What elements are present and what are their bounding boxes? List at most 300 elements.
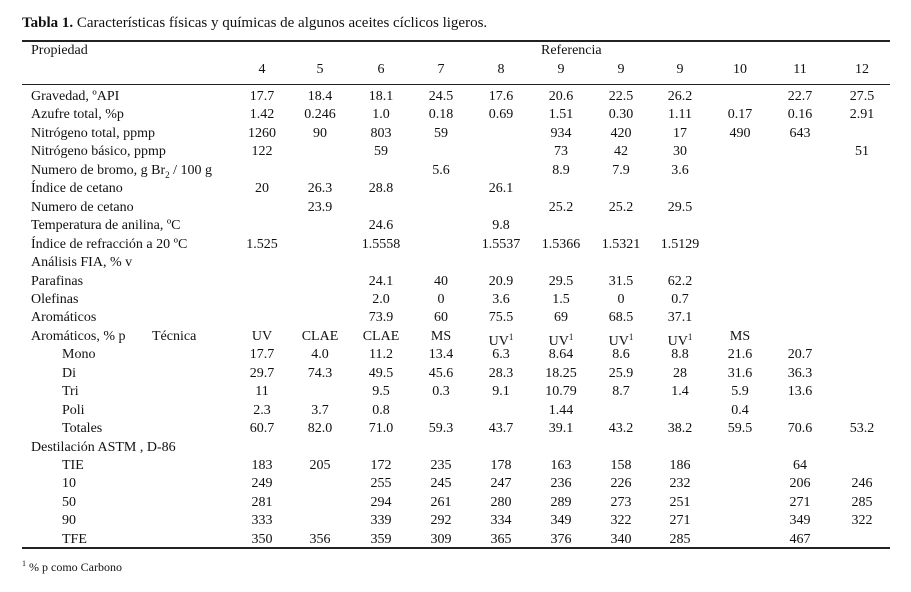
cell-value: 10.79 (545, 384, 577, 400)
row-label-text: Aromáticos (31, 310, 97, 326)
table-cell (311, 346, 329, 364)
table-cell (670, 475, 691, 493)
table-cell (431, 512, 452, 530)
cell-value: 71.0 (368, 421, 394, 437)
cell-value: 42 (614, 144, 628, 160)
table-cell (788, 88, 813, 106)
cell-value: 5.6 (432, 162, 450, 178)
table-cell (668, 309, 693, 327)
cell-value: 68.5 (608, 310, 634, 326)
cell-value: 29.5 (548, 273, 574, 289)
cell-value: 122 (251, 144, 273, 160)
cell-value: 17.6 (488, 89, 514, 104)
table-cell (308, 180, 333, 198)
cell-value: 1.525 (246, 236, 278, 252)
table-cell (668, 106, 692, 124)
row-label-text: Nitrógeno básico, ppmp (31, 144, 166, 160)
table-cell (308, 365, 333, 383)
cell-value: 51 (855, 144, 869, 160)
table-cell (492, 291, 510, 309)
cell-value: 25.2 (608, 199, 634, 215)
cell-value: 40 (434, 273, 448, 289)
table-cell (551, 125, 572, 143)
table-cell (790, 125, 811, 143)
table-cell (252, 457, 273, 475)
cell-value: 26.2 (667, 89, 693, 104)
cell-value: 271 (789, 494, 811, 510)
table-cell (728, 420, 753, 438)
table-cell (311, 402, 329, 420)
row-label (31, 291, 78, 309)
cell-value: 31.5 (608, 273, 634, 289)
table-cell (369, 180, 394, 198)
cell-value: 74.3 (307, 365, 333, 381)
cell-value: 60.7 (249, 421, 275, 437)
table-cell (489, 88, 514, 106)
table-cell (491, 494, 512, 512)
cell-value: 17.7 (249, 347, 275, 363)
table-row (0, 106, 911, 124)
table-cell (612, 346, 630, 364)
row-label-text: 50 (62, 494, 76, 510)
header-referencia: Referencia (541, 43, 602, 58)
table-cell (432, 383, 450, 401)
cell-value: 0.30 (608, 107, 634, 123)
table-cell (545, 365, 577, 383)
table-cell (252, 494, 273, 512)
cell-value: 8.6 (612, 347, 630, 363)
table-cell (728, 106, 753, 124)
table-cell (850, 106, 875, 124)
cell-value: 20.7 (787, 347, 813, 363)
table-row (0, 512, 911, 530)
table-cell (431, 328, 451, 346)
table-cell (852, 494, 873, 512)
cell-value: 4.0 (311, 347, 329, 363)
cell-value: 206 (789, 476, 811, 492)
cell-value: 3.6 (671, 162, 689, 178)
row-label-text: Di (62, 365, 76, 381)
cell-value: 22.5 (608, 89, 634, 104)
header-propiedad: Propiedad (31, 43, 88, 58)
cell-value: 490 (729, 125, 751, 141)
cell-value: 246 (851, 476, 873, 492)
table-cell (614, 143, 628, 161)
table-cell (611, 475, 632, 493)
cell-value: 73.9 (368, 310, 394, 326)
table-cell (304, 106, 336, 124)
table-row (0, 402, 911, 420)
reference-number: 7 (437, 62, 445, 77)
cell-value: 0 (617, 291, 625, 307)
table-cell (790, 512, 811, 530)
table-cell (609, 420, 634, 438)
row-label (31, 439, 176, 457)
table-cell (371, 475, 392, 493)
row-label (62, 475, 76, 493)
cell-value: 803 (370, 125, 392, 141)
cell-value: 0.7 (671, 291, 689, 307)
table-cell (731, 402, 749, 420)
row-label (31, 199, 134, 217)
cell-value: 334 (490, 513, 512, 529)
table-cell (250, 365, 275, 383)
table-cell (252, 328, 272, 346)
table-cell (371, 512, 392, 530)
table-cell (618, 291, 625, 309)
cell-value: 49.5 (368, 365, 394, 381)
cell-value: 294 (370, 494, 392, 510)
cell-value: 205 (309, 458, 331, 473)
row-label-text: Numero de cetano (31, 199, 134, 215)
cell-value: 43.2 (608, 421, 634, 437)
table-cell (670, 494, 691, 512)
table-cell (673, 143, 687, 161)
table-cell (434, 309, 448, 327)
cell-value: 36.3 (787, 365, 813, 381)
table-cell (549, 346, 574, 364)
table-cell (372, 106, 390, 124)
row-label (62, 365, 76, 383)
cell-value: 28.8 (368, 181, 394, 197)
row-label-tail: / 100 g (169, 162, 213, 178)
cell-value: UV (548, 333, 569, 349)
table-row (0, 162, 911, 180)
cell-value: 13.6 (787, 384, 813, 400)
cell-value: 280 (490, 494, 512, 510)
reference-number: 10 (733, 62, 747, 77)
row-label (31, 88, 119, 106)
cell-value: 39.1 (548, 421, 574, 437)
table-cell (302, 328, 339, 346)
table-cell (552, 162, 570, 180)
cell-value: 0 (437, 291, 445, 307)
table-cell (788, 420, 813, 438)
table-cell (671, 162, 689, 180)
row-label-text: Índice de cetano (31, 181, 123, 197)
table-cell (308, 88, 333, 106)
table-cell (554, 143, 568, 161)
cell-value: 11.2 (369, 347, 393, 363)
cell-value: 5.9 (731, 384, 749, 400)
cell-value: 339 (370, 513, 392, 529)
cell-value: 45.6 (428, 365, 454, 381)
row-label-text: 10 (62, 476, 76, 492)
table-cell (670, 457, 691, 475)
reference-number: 5 (316, 62, 324, 77)
table-row (0, 125, 911, 143)
row-label-text: Parafinas (31, 273, 84, 289)
table-cell (250, 346, 275, 364)
footnote-ref: 1 (628, 331, 634, 342)
table-cell (492, 217, 510, 235)
cell-value: 183 (251, 458, 273, 473)
row-label-text: Tri (62, 384, 79, 400)
cell-value: 356 (309, 531, 331, 547)
cell-value: 17.7 (249, 89, 275, 104)
cell-value: 322 (851, 513, 873, 529)
cell-value: 1.11 (668, 107, 692, 123)
cell-value: MS (430, 328, 452, 344)
bottom-rule (22, 547, 890, 549)
cell-value: UV (251, 328, 273, 344)
cell-value: 0.4 (731, 402, 749, 418)
cell-value: 163 (550, 458, 572, 473)
cell-value: 75.5 (488, 310, 514, 326)
cell-value: 2.91 (849, 107, 875, 123)
table-cell (671, 383, 689, 401)
table-cell (612, 383, 630, 401)
row-label (62, 346, 95, 364)
cell-value: 249 (251, 476, 273, 492)
table-row (0, 309, 911, 327)
reference-number: 4 (258, 62, 266, 77)
table-cell (255, 383, 268, 401)
cell-value: 1.5321 (601, 236, 641, 252)
cell-value: 82.0 (307, 421, 333, 437)
table-cell (552, 291, 570, 309)
cell-value: 69 (554, 310, 568, 326)
cell-value: 8.8 (671, 347, 689, 363)
table-cell (609, 309, 634, 327)
table-cell (308, 199, 333, 217)
table-cell (551, 494, 572, 512)
cell-value: 333 (251, 513, 273, 529)
table-cell (668, 199, 693, 217)
cell-value: 0.18 (428, 107, 454, 123)
cell-value: 309 (430, 531, 452, 547)
cell-value: 24.1 (368, 273, 394, 289)
table-cell (788, 106, 813, 124)
table-row (0, 236, 911, 254)
cell-value: 1.42 (249, 107, 275, 123)
cell-value: 25.9 (608, 365, 634, 381)
row-label (31, 125, 155, 143)
table-row (0, 365, 911, 383)
table-cell (371, 494, 392, 512)
table-cell (250, 420, 275, 438)
table-cell (673, 365, 687, 383)
cell-value: 0.69 (488, 107, 514, 123)
cell-value: 349 (789, 513, 811, 529)
table-cell (252, 512, 273, 530)
table-cell (252, 475, 273, 493)
row-label (62, 457, 84, 475)
table-cell (661, 236, 700, 254)
table-cell (369, 420, 394, 438)
table-cell (372, 383, 390, 401)
table-cell (852, 512, 873, 530)
table-cell (790, 475, 811, 493)
row-label-text: Totales (62, 421, 103, 437)
cell-value: 350 (251, 531, 273, 547)
footnote-ref: 1 (687, 331, 693, 342)
table-cell (369, 346, 393, 364)
row-label (31, 106, 124, 124)
table-row (0, 346, 911, 364)
table-cell (549, 106, 574, 124)
cell-value: 9.8 (492, 218, 510, 234)
row-label (31, 273, 83, 291)
table-cell (730, 328, 750, 346)
row-label (62, 383, 79, 401)
cell-value: 9.5 (372, 384, 390, 400)
cell-value: 17 (673, 125, 687, 141)
table-cell (850, 88, 875, 106)
cell-value: 420 (610, 125, 632, 141)
row-label (31, 236, 187, 254)
cell-value: 43.7 (488, 421, 514, 437)
cell-value: 178 (490, 458, 512, 473)
cell-value: 28.3 (488, 365, 514, 381)
table-row (0, 328, 911, 349)
cell-value: 273 (610, 494, 632, 510)
row-label-text: Temperatura de anilina, ºC (31, 218, 181, 234)
table-cell (609, 365, 634, 383)
table-cell (363, 328, 400, 346)
row-label-text: Destilación ASTM , D-86 (31, 439, 176, 455)
cell-value: 1.5 (552, 291, 570, 307)
cell-value: 3.6 (492, 291, 510, 307)
cell-value: 59 (434, 125, 448, 141)
cell-value: 18.1 (368, 89, 394, 104)
cell-value: 8.7 (612, 384, 630, 400)
cell-value: UV (608, 333, 629, 349)
cell-value: 376 (550, 531, 572, 547)
cell-value: 285 (851, 494, 873, 510)
table-cell (429, 365, 454, 383)
table-cell (489, 309, 514, 327)
table-cell (431, 457, 452, 475)
row-label-text: Aromáticos, % p (31, 328, 126, 344)
cell-value: 172 (370, 458, 392, 473)
table-cell (609, 199, 634, 217)
table-cell (250, 88, 275, 106)
row-label-text: TFE (62, 531, 87, 547)
table-cell (609, 106, 634, 124)
cell-value: 29.7 (249, 365, 275, 381)
footnote (22, 556, 122, 575)
table-cell (255, 180, 269, 198)
cell-value: 60 (434, 310, 448, 326)
row-label (31, 217, 181, 235)
cell-value: 31.6 (727, 365, 753, 381)
row-label-text: Numero de bromo, g Br (31, 162, 166, 178)
cell-value: 26.3 (307, 181, 333, 197)
table-cell (372, 291, 390, 309)
cell-value: 25.2 (548, 199, 574, 215)
cell-value: 0.16 (787, 107, 813, 123)
row-label-text: Poli (62, 402, 85, 418)
footnote-ref: 1 (568, 331, 574, 342)
cell-value: 28 (673, 365, 687, 381)
cell-value: 281 (251, 494, 273, 510)
caption-text: Características físicas y químicas de algunos aceites cíclicos ligeros. (76, 15, 488, 31)
table-cell (554, 309, 568, 327)
table-cell (611, 512, 632, 530)
table-cell (252, 143, 273, 161)
cell-value: 0.17 (727, 107, 753, 123)
table-cell (788, 383, 813, 401)
cell-value: UV (488, 333, 509, 349)
table-cell (793, 457, 807, 475)
cell-value: 8.64 (548, 347, 574, 363)
table-cell (671, 291, 689, 309)
cell-value: 37.1 (667, 310, 693, 326)
cell-value: 59.3 (428, 421, 454, 437)
row-label (62, 420, 102, 438)
reference-number: 11 (793, 62, 807, 77)
tecnica-label: Técnica (152, 328, 197, 344)
cell-value: 7.9 (612, 162, 630, 178)
row-label (62, 512, 76, 530)
table-cell (491, 512, 512, 530)
row-label (31, 254, 132, 272)
cell-value: 53.2 (849, 421, 875, 437)
row-label (31, 143, 166, 161)
cell-value: 1260 (248, 125, 276, 141)
cell-value: 3.7 (311, 402, 329, 418)
table-row (0, 383, 911, 401)
table-row (0, 143, 911, 161)
cell-value: 158 (610, 458, 632, 473)
cell-value: CLAE (362, 328, 400, 344)
table-cell (369, 88, 394, 106)
table-cell (549, 402, 574, 420)
cell-value: 9.1 (492, 384, 510, 400)
table-cell (602, 236, 641, 254)
table-cell (492, 383, 510, 401)
table-cell (369, 217, 394, 235)
table-row (0, 291, 911, 309)
cell-value: 1.51 (548, 107, 574, 123)
cell-value: 235 (430, 458, 452, 473)
table-cell (611, 125, 632, 143)
table-cell (246, 236, 278, 254)
cell-value: 1.5537 (481, 236, 521, 252)
table-cell (434, 125, 448, 143)
reference-number: 9 (557, 62, 565, 77)
cell-value: 70.6 (787, 421, 813, 437)
reference-number: 8 (497, 62, 505, 77)
table-cell (489, 273, 514, 291)
table-cell (432, 162, 450, 180)
cell-value: UV (667, 333, 688, 349)
cell-value: 365 (490, 531, 512, 547)
cell-value: 64 (793, 458, 807, 473)
cell-value: 23.9 (307, 199, 333, 215)
cell-value: 0.246 (304, 107, 336, 123)
table-cell (489, 365, 514, 383)
table-cell (429, 88, 454, 106)
table-cell (728, 365, 753, 383)
table-cell (248, 125, 276, 143)
cell-value: 232 (669, 476, 691, 492)
table-cell (850, 420, 875, 438)
table-cell (438, 291, 445, 309)
table-cell (491, 457, 512, 475)
table-row (0, 180, 911, 198)
table-cell (482, 236, 521, 254)
cell-value: CLAE (301, 328, 339, 344)
table-cell (545, 383, 577, 401)
cell-value: 20 (255, 181, 269, 197)
cell-value: 20.6 (548, 89, 574, 104)
cell-value: 271 (669, 513, 691, 529)
cell-value: 359 (370, 531, 392, 547)
footnote-marker: 1 (22, 559, 26, 568)
table-cell (788, 346, 813, 364)
